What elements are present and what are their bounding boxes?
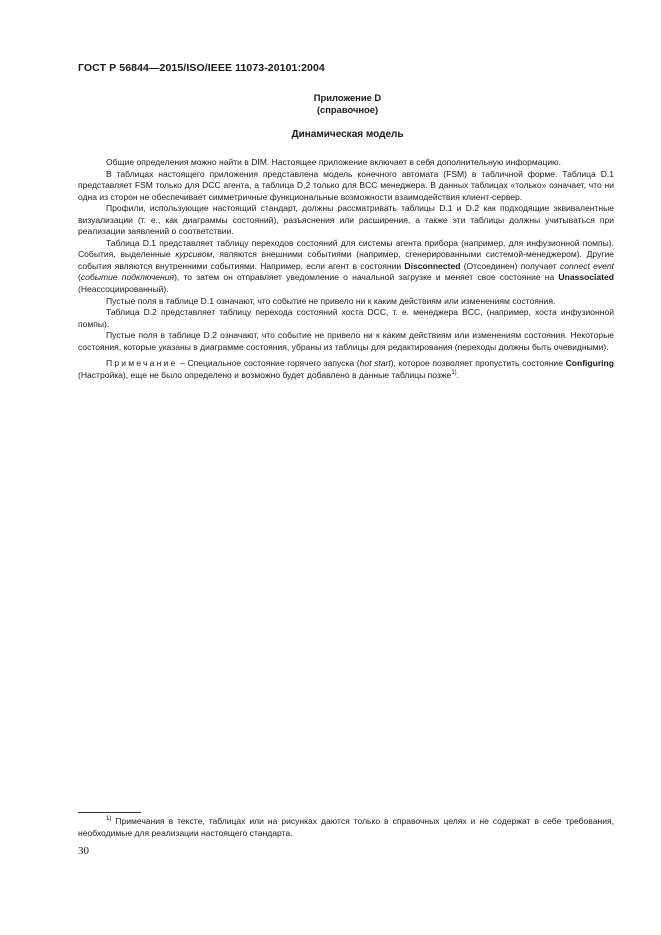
document-standard-header: ГОСТ Р 56844—2015/ISO/IEEE 11073-20101:2004 (78, 62, 325, 74)
paragraph-4-text: ), то затем он отправляет уведомление о начальной загрузке и меняет свое состояние на (174, 272, 559, 283)
state-name-unassociated: Unassociated (558, 272, 614, 283)
paragraph-4-text: , являются внешними событиями (например, сгенерированными системой-менеджером). Другие события являются внутренними событиями. Например, если агент в состоянии (78, 249, 615, 271)
footnote-divider (78, 812, 141, 813)
appendix-title: Приложение D (313, 92, 382, 103)
footnote-paragraph (78, 816, 614, 839)
hot-start-term: hot start (359, 358, 391, 369)
footnote (78, 816, 614, 839)
paragraph-3: Профили, использующие настоящий стандарт, должны рассматривать таблицы D.1 и D.2 как подходящие эквивалентные визуализации (т. е., как диаграммы состояний), разъяснения или расширения, а также эти таблицы должны учитываться при реализации заявлений о соответствии. (78, 203, 614, 237)
footnote-text: Примечания в тексте, таблицах или на рисунках даются только в справочных целях и не содержат в себе требования, необходимые для реализации настоящего стандарта. (78, 816, 614, 838)
section-heading: Динамическая модель (291, 129, 404, 140)
paragraph-1: Общие определения можно найти в DIM. Настоящее приложение включает в себя дополнительную информацию. (106, 157, 561, 167)
paragraph-7: Пустые поля в таблице D.2 означают, что событие не привело ни к каким действиям или изменениям состояния. Некоторые состояния, которые указаны в диаграмме состояния, убраны из таблицы для редактирования (переходы должны быть очевидными). (78, 330, 614, 352)
note-text: (Настройка), еще не было определено и возможно будет добавлено в данные таблицы позже (78, 369, 452, 380)
body-text (78, 157, 614, 381)
state-name-disconnected: Disconnected (404, 260, 461, 271)
appendix-title-block (0, 92, 661, 116)
italic-term: курсивом (175, 249, 213, 260)
paragraph-4-text: Таблица D.1 представляет таблицу переходов состояний для системы агента прибора (например, для инфузионной помпы). События, выделенные (78, 237, 614, 260)
footnote-marker: 1) (106, 816, 112, 823)
paragraph-4 (78, 238, 614, 296)
paragraph-6: Таблица D.2 представляет таблицу перехода состояний хоста DCC, т. е. менеджера BCC, (например, хоста инфузионной помпы). (78, 307, 614, 329)
paragraph-4-text: (Отсоединен) получает (460, 260, 560, 271)
note-text: ), которое позволяет пропустить состояние (390, 358, 566, 369)
state-name-configuring: Configuring (565, 358, 614, 369)
note-text: . (456, 369, 460, 380)
paragraph-5: Пустые поля в таблице D.1 означают, что событие не привело ни к каким действиям или изменениям состояния. (106, 295, 556, 306)
page-number: 30 (78, 845, 89, 857)
event-name-translation: событие подключения (80, 272, 175, 283)
note-paragraph (78, 358, 614, 381)
note-label: Примечание (106, 358, 178, 369)
footnote-reference: 1) (451, 370, 457, 376)
paragraph-4-text: (Неассоциированный). (78, 284, 169, 295)
paragraph-4-text: ( (78, 272, 81, 283)
appendix-subtitle: (справочное) (316, 104, 379, 115)
paragraph-2: В таблицах настоящего приложения представлена модель конечного автомата (FSM) в табличной форме. Таблица D.1 представляет FSM только для DCC агента, а таблица D.2 только для BCC менеджера. В данных таблицах «только» означает, что ни одна из сторон не обеспечивает симметричные функциональные возможности взаимодействия клиент-сервер. (78, 168, 614, 202)
note-text: – Специальное состояние горячего запуска ( (177, 358, 360, 369)
event-name-connect: connect event (559, 260, 614, 271)
